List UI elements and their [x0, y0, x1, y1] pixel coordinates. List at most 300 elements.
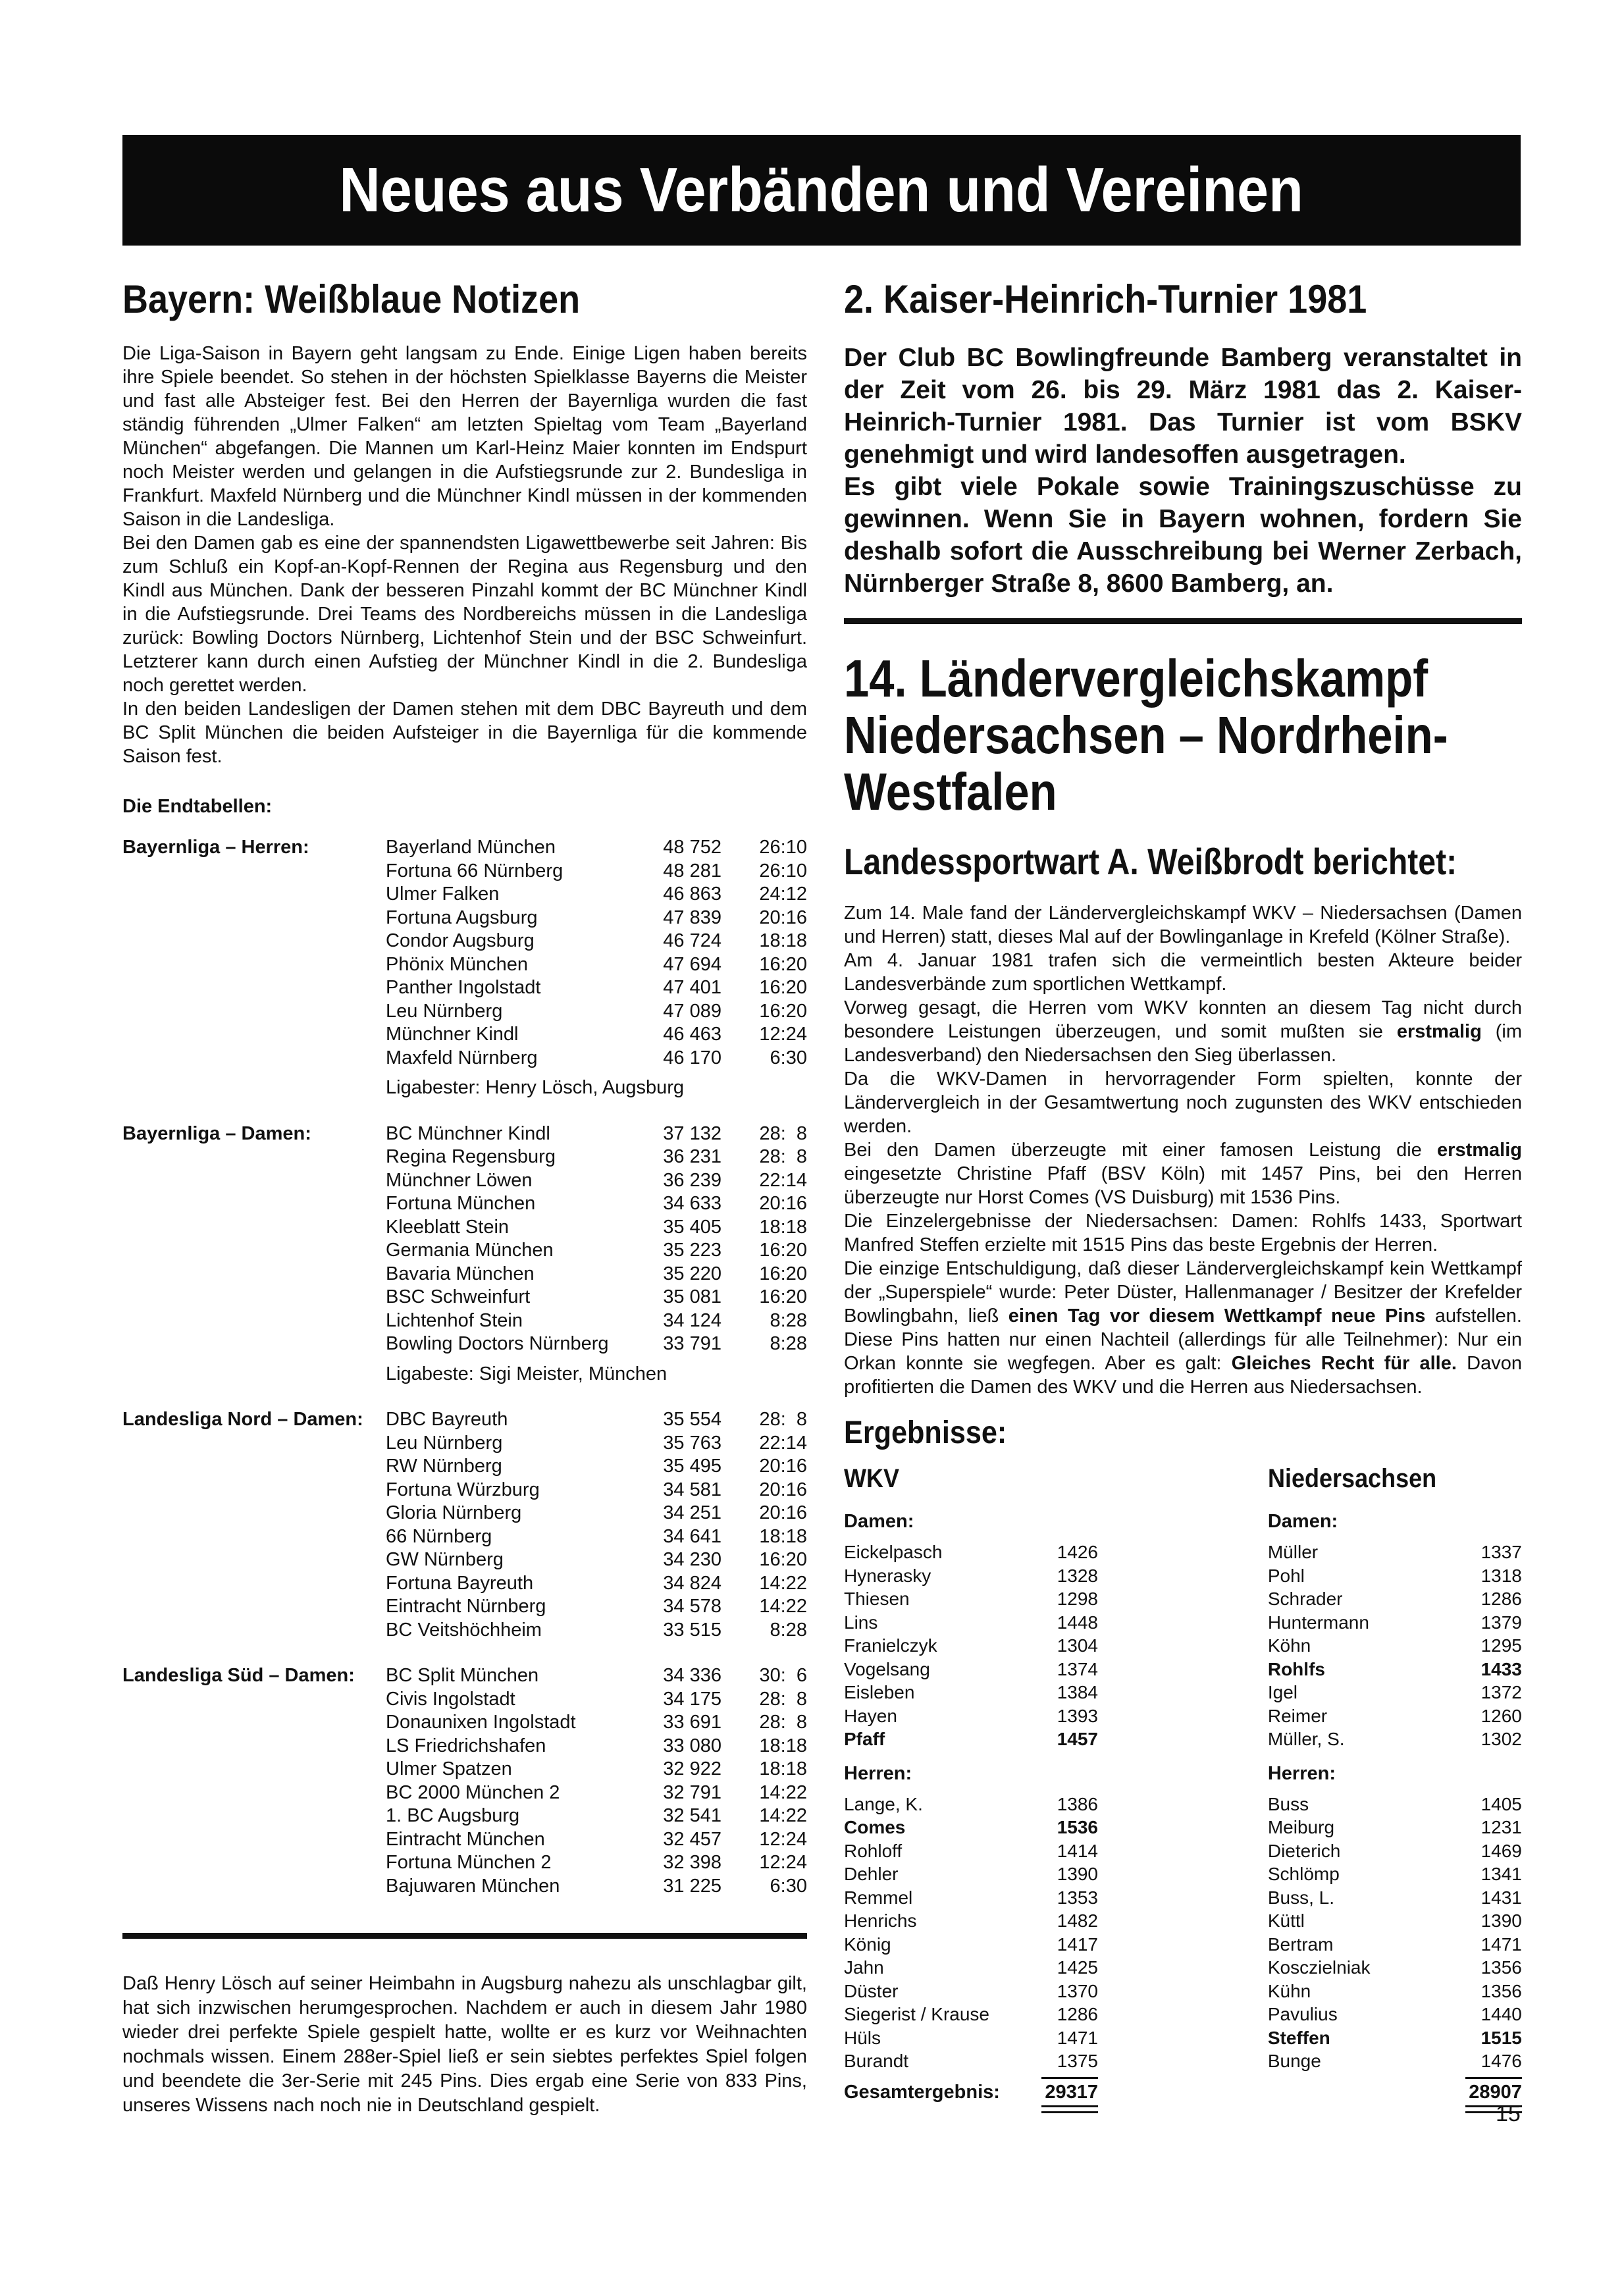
right-column	[844, 276, 1522, 2113]
section-title: Neues aus Verbänden und Vereinen	[339, 155, 1304, 225]
points: 6:30	[770, 1875, 807, 1897]
team-name: Germania München	[386, 1240, 554, 1261]
team-name: Münchner Kindl	[386, 1024, 519, 1045]
team-name: Donaunixen Ingolstadt	[386, 1712, 576, 1733]
league-best-player: Ligabester: Henry Lösch, Augsburg	[386, 1077, 684, 1098]
total-value: 28907	[1469, 2081, 1522, 2103]
player-name: Eickelpasch	[844, 1542, 943, 1562]
group-herren	[1268, 1763, 1522, 2073]
team-name: Fortuna 66 Nürnberg	[386, 860, 563, 881]
player-pins: 1440	[1480, 2004, 1522, 2024]
team-heading: Niedersachsen	[1267, 1464, 1436, 1493]
table-row	[386, 1216, 807, 1240]
player-name: Köhn	[1267, 1635, 1311, 1656]
player-row	[844, 1681, 1248, 1704]
player-name: Lange, K.	[844, 1793, 923, 1814]
points: 28: 8	[759, 1146, 807, 1167]
table-row	[386, 1711, 807, 1735]
player-name: Vogelsang	[844, 1658, 930, 1679]
paragraph	[844, 1138, 1522, 1209]
team-name: Bajuwaren München	[386, 1875, 560, 1897]
team-name: Civis Ingolstadt	[386, 1688, 515, 1710]
player-pins: 1286	[1480, 1589, 1522, 1609]
table-row	[386, 883, 807, 907]
pins-total: 47 089	[663, 1000, 721, 1022]
team-name: Regina Regensburg	[386, 1146, 556, 1167]
points: 18:18	[759, 1758, 807, 1779]
table-row	[386, 930, 807, 953]
league-title: Landesliga Süd – Damen:	[122, 1665, 355, 1686]
league-table	[122, 1408, 807, 1642]
player-row	[1268, 1933, 1522, 1957]
pins-total: 34 336	[663, 1665, 721, 1686]
points: 20:16	[759, 1502, 807, 1523]
group-title: Damen:	[844, 1511, 914, 1532]
points: 16:20	[759, 1263, 807, 1284]
points: 28: 8	[759, 1122, 807, 1144]
points: 14:22	[759, 1805, 807, 1826]
pins-total: 34 641	[663, 1525, 721, 1547]
player-pins: 1298	[1057, 1589, 1098, 1609]
player-pins: 1337	[1480, 1542, 1522, 1562]
player-name: Siegerist / Krause	[844, 2004, 989, 2024]
pins-total: 32 398	[663, 1852, 721, 1873]
player-row	[1268, 1540, 1522, 1564]
player-name: Buss, L.	[1267, 1887, 1335, 1908]
player-name: Düster	[844, 1980, 899, 2001]
text: Die einzige Entschuldigung, daß dieser Ländervergleichskampf kein Wettkampf der „Superspiele“ wurde: Peter Düster, Hallenmanager / Besitzer der Krefelder Bowlingbahn, ließ	[844, 1258, 1522, 1327]
points: 22:14	[759, 1169, 807, 1191]
player-row	[1268, 1980, 1522, 2003]
group-damen	[1268, 1511, 1522, 1751]
player-row	[1268, 1658, 1522, 1681]
points: 8:28	[770, 1619, 807, 1641]
player-name: Eisleben	[844, 1682, 915, 1702]
team-name: Fortuna Augsburg	[386, 907, 538, 928]
player-pins: 1260	[1480, 1705, 1522, 1726]
player-row	[844, 1816, 1248, 1839]
player-row	[1268, 2049, 1522, 2073]
article-subtitle: Landessportwart A. Weißbrodt berichtet:	[844, 841, 1457, 882]
player-pins: 1426	[1057, 1542, 1098, 1562]
player-pins: 1372	[1480, 1682, 1522, 1702]
points: 16:20	[759, 977, 807, 998]
player-name: Pfaff	[844, 1729, 885, 1749]
player-pins: 1341	[1480, 1864, 1522, 1884]
player-name: Pavulius	[1267, 2004, 1338, 2024]
table-row	[386, 1619, 807, 1643]
team-name: Bavaria München	[386, 1263, 535, 1284]
table-row	[386, 1169, 807, 1193]
player-name: Huntermann	[1267, 1612, 1369, 1633]
pins-total: 32 791	[663, 1781, 721, 1803]
team-name: Ulmer Falken	[386, 883, 500, 905]
points: 8:28	[770, 1309, 807, 1331]
player-row	[1268, 1587, 1522, 1611]
table-row	[386, 1572, 807, 1596]
table-row	[386, 1432, 807, 1456]
pins-total: 35 405	[663, 1216, 721, 1238]
points: 28: 8	[759, 1409, 807, 1430]
table-row	[386, 1122, 807, 1146]
player-pins: 1393	[1057, 1705, 1098, 1726]
player-row	[844, 1956, 1248, 1980]
pins-total: 33 515	[663, 1619, 721, 1641]
player-pins: 1414	[1057, 1840, 1098, 1861]
player-pins: 1476	[1480, 2051, 1522, 2071]
league-rows	[386, 1408, 807, 1642]
pins-total: 46 463	[663, 1024, 721, 1045]
player-row	[844, 2003, 1248, 2026]
table-row	[386, 1023, 807, 1047]
table-row	[386, 1286, 807, 1309]
team-name: Münchner Löwen	[386, 1169, 533, 1191]
table-row	[386, 1145, 807, 1169]
player-row	[844, 1611, 1248, 1635]
player-name: Pohl	[1267, 1565, 1305, 1586]
player-pins: 1471	[1057, 2027, 1098, 2048]
team-name: BSC Schweinfurt	[386, 1286, 531, 1307]
paragraph: Es gibt viele Pokale sowie Trainingszuschüsse zu gewinnen. Wenn Sie in Bayern wohnen, fordern Sie deshalb sofort die Ausschreibung bei Werner Zerbach, Nürnberger Straße 8, 8600 Bamberg, an.	[844, 473, 1522, 598]
group-title: Herren:	[844, 1762, 912, 1784]
points: 16:20	[759, 1240, 807, 1261]
player-pins: 1433	[1480, 1658, 1522, 1679]
table-row	[386, 1332, 807, 1356]
team-heading: WKV	[844, 1464, 899, 1493]
player-name: Thiesen	[844, 1589, 910, 1609]
group-title: Herren:	[1267, 1762, 1336, 1784]
pins-total: 33 080	[663, 1735, 721, 1756]
player-pins: 1302	[1480, 1729, 1522, 1749]
table-row	[386, 1664, 807, 1688]
player-name: Hüls	[844, 2027, 881, 2048]
table-row	[386, 953, 807, 977]
paragraph: Zum 14. Male fand der Ländervergleichskampf WKV – Niedersachsen (Damen und Herren) statt, dieses Mal auf der Bowlinganlage in Krefeld (Kölner Straße).	[844, 903, 1522, 947]
player-pins: 1425	[1057, 1957, 1098, 1978]
table-row	[386, 1828, 807, 1852]
player-name: Schrader	[1267, 1589, 1343, 1609]
points: 14:22	[759, 1781, 807, 1803]
team-name: Condor Augsburg	[386, 930, 535, 951]
player-pins: 1295	[1480, 1635, 1522, 1656]
player-pins: 1536	[1057, 1817, 1098, 1837]
paragraph: Die Liga-Saison in Bayern geht langsam zu Ende. Einige Ligen haben bereits ihre Spiele beendet. So stehen in der höchsten Spielklasse Bayerns die Meister und fast alle Absteiger fest. Bei den Herren der Bayernliga wurden die fast ständig führenden „Ulmer Falken“ am letzten Spieltag vom Team „Bayerland München“ abgefangen. Die Mannen um Karl-Heinz Maier konnten im Endspurt noch Meister werden und gelangen in die Aufstiegsrunde zur 2. Bundesliga in Frankfurt. Maxfeld Nürnberg und die Münchner Kindl müssen in der kommenden Saison in die Landesliga.	[122, 343, 807, 530]
paragraph: Am 4. Januar 1981 trafen sich die vermeintlich besten Akteure beider Landesverbände zum sportlichen Wettkampf.	[844, 950, 1522, 995]
player-row	[1268, 1956, 1522, 1980]
player-pins: 1379	[1480, 1612, 1522, 1633]
paragraph: In den beiden Landesligen der Damen stehen mit dem DBC Bayreuth und dem BC Split München die beiden Aufsteiger in die Bayernliga für die kommende Saison fest.	[122, 698, 807, 767]
team-name: Panther Ingolstadt	[386, 977, 541, 998]
league-rows	[386, 1122, 807, 1386]
player-row	[844, 1564, 1248, 1588]
points: 30: 6	[759, 1665, 807, 1686]
team-name: GW Nürnberg	[386, 1549, 504, 1570]
team-name: Phönix München	[386, 953, 529, 975]
title-line: Westfalen	[844, 762, 1057, 821]
player-pins: 1469	[1480, 1840, 1522, 1861]
table-row	[386, 1804, 807, 1828]
table-row	[386, 1479, 807, 1502]
article-body-laender	[844, 901, 1522, 1399]
player-name: Kosczielniak	[1267, 1957, 1371, 1978]
player-row	[844, 1862, 1248, 1886]
pins-total: 48 752	[663, 837, 721, 858]
player-name: Buss	[1267, 1793, 1309, 1814]
player-pins: 1482	[1057, 1910, 1098, 1931]
points: 16:20	[759, 953, 807, 975]
table-row	[386, 1688, 807, 1712]
text: aufstellen. Diese Pins hatten nur einen Nachteil (allerdings für alle Teilnehmer): Nur ein Orkan konnte sie wegfegen. Aber es galt:	[844, 1305, 1522, 1374]
player-pins: 1356	[1480, 1980, 1522, 2001]
pins-total: 47 694	[663, 953, 721, 975]
team-name: Gloria Nürnberg	[386, 1502, 522, 1523]
table-row	[386, 1851, 807, 1875]
pins-total: 33 791	[663, 1333, 721, 1354]
article-body-kaiser	[844, 342, 1522, 600]
league-title: Bayernliga – Herren:	[122, 837, 309, 858]
team-name: DBC Bayreuth	[386, 1409, 508, 1430]
player-row	[844, 1886, 1248, 1910]
paragraph: Da die WKV-Damen in hervorragender Form spielten, konnte der Ländervergleich in der Gesamtwertung noch zugunsten des WKV entschieden werden.	[844, 1068, 1522, 1137]
league-tables	[122, 836, 807, 1898]
table-row	[386, 1595, 807, 1619]
pins-total: 47 839	[663, 907, 721, 928]
points: 18:18	[759, 1735, 807, 1756]
page-number: 15	[1496, 2101, 1521, 2126]
player-name: Jahn	[844, 1957, 884, 1978]
pins-total: 34 175	[663, 1688, 721, 1710]
results-niedersachsen	[1268, 1464, 1522, 2113]
text: Davon profitierten die Damen des WKV und die Herren aus Niedersachsen.	[844, 1353, 1522, 1398]
pins-total: 36 239	[663, 1169, 721, 1191]
points: 12:24	[759, 1828, 807, 1850]
points: 24:12	[759, 883, 807, 905]
team-name: RW Nürnberg	[386, 1456, 502, 1477]
player-row	[844, 1980, 1248, 2003]
table-row	[386, 1263, 807, 1286]
player-pins: 1370	[1057, 1980, 1098, 2001]
title-line: Niedersachsen – Nordrhein-	[844, 706, 1448, 764]
points: 18:18	[759, 1216, 807, 1238]
player-name: Dieterich	[1267, 1840, 1341, 1861]
points: 16:20	[759, 1000, 807, 1022]
pins-total: 46 863	[663, 883, 721, 905]
player-pins: 1386	[1057, 1793, 1098, 1814]
pins-total: 34 633	[663, 1193, 721, 1214]
player-row	[1268, 1909, 1522, 1933]
total-row	[1268, 2079, 1522, 2105]
results-wkv	[844, 1464, 1248, 2113]
total-value: 29317	[1045, 2081, 1098, 2103]
player-row	[1268, 2003, 1522, 2026]
points: 14:22	[759, 1596, 807, 1617]
team-name: Leu Nürnberg	[386, 1000, 503, 1022]
emphasis: erstmalig	[1437, 1140, 1522, 1161]
results-heading: Ergebnisse:	[844, 1415, 1007, 1450]
player-row	[1268, 1793, 1522, 1816]
player-name: Hynerasky	[844, 1565, 931, 1586]
player-row	[844, 1839, 1248, 1863]
player-row	[1268, 1611, 1522, 1635]
player-row	[844, 1933, 1248, 1957]
player-name: Burandt	[844, 2051, 909, 2071]
player-pins: 1328	[1057, 1565, 1098, 1586]
team-name: Fortuna München 2	[386, 1852, 552, 1873]
tables-heading: Die Endtabellen:	[122, 796, 273, 817]
player-pins: 1405	[1480, 1793, 1522, 1814]
group-herren	[844, 1763, 1248, 2073]
pins-total: 35 081	[663, 1286, 721, 1307]
paragraph: Die Einzelergebnisse der Niedersachsen: Damen: Rohlfs 1433, Sportwart Manfred Steffen erzielte mit 1515 Pins das beste Ergebnis der Herren.	[844, 1211, 1522, 1255]
points: 20:16	[759, 1456, 807, 1477]
team-name: Eintracht Nürnberg	[386, 1596, 546, 1617]
pins-total: 36 231	[663, 1146, 721, 1167]
team-name: BC Split München	[386, 1665, 539, 1686]
table-row	[386, 1502, 807, 1525]
article-title-laender	[844, 649, 1448, 821]
pins-total: 32 922	[663, 1758, 721, 1779]
team-name: Bowling Doctors Nürnberg	[386, 1333, 609, 1354]
team-name: Fortuna Würzburg	[386, 1479, 540, 1500]
player-name: Comes	[844, 1817, 906, 1837]
total-label: Gesamtergebnis:	[844, 2081, 1000, 2103]
pins-total: 33 691	[663, 1712, 721, 1733]
league-rows	[386, 1664, 807, 1898]
player-name: König	[844, 1934, 891, 1955]
team-name: LS Friedrichshafen	[386, 1735, 546, 1756]
player-pins: 1431	[1480, 1887, 1522, 1908]
team-name: Lichtenhof Stein	[386, 1309, 523, 1331]
player-row	[844, 1793, 1248, 1816]
pins-total: 35 763	[663, 1432, 721, 1454]
pins-total: 35 554	[663, 1409, 721, 1430]
league-table	[122, 1122, 807, 1386]
player-pins: 1374	[1057, 1658, 1098, 1679]
league-title: Landesliga Nord – Damen:	[122, 1409, 363, 1430]
points: 16:20	[759, 1549, 807, 1570]
player-row	[1268, 1681, 1522, 1704]
player-row	[1268, 1564, 1522, 1588]
player-row	[1268, 1816, 1522, 1839]
team-name: Ulmer Spatzen	[386, 1758, 512, 1779]
points: 12:24	[759, 1852, 807, 1873]
text: eingesetzte Christine Pfaff (BSV Köln) mit 1457 Pins, bei den Herren überzeugte nur Horst Comes (VS Duisburg) mit 1536 Pins.	[844, 1163, 1522, 1208]
player-name: Franielczyk	[844, 1635, 937, 1656]
team-name: Maxfeld Nürnberg	[386, 1047, 538, 1068]
table-row	[386, 907, 807, 930]
player-name: Kühn	[1267, 1980, 1311, 2001]
points: 18:18	[759, 1525, 807, 1547]
pins-total: 47 401	[663, 977, 721, 998]
text: Vorweg gesagt, die Herren vom WKV konnten an diesem Tag nicht durch besondere Leistungen überzeugen, und somit mußten sie	[844, 997, 1522, 1042]
article-title-bayern: Bayern: Weißblaue Notizen	[122, 277, 581, 321]
pins-total: 34 824	[663, 1572, 721, 1594]
emphasis: einen Tag vor diesem Wettkampf neue Pins	[1008, 1305, 1426, 1327]
player-row	[1268, 1634, 1522, 1658]
paragraph	[844, 1257, 1522, 1399]
player-pins: 1231	[1480, 1817, 1522, 1837]
article-bayern	[122, 276, 807, 1920]
player-name: Meiburg	[1267, 1817, 1335, 1837]
title-line: 14. Ländervergleichskampf	[844, 649, 1428, 708]
player-pins: 1471	[1480, 1934, 1522, 1955]
player-row	[844, 2026, 1248, 2050]
player-name: Reimer	[1267, 1705, 1328, 1726]
player-row	[844, 1727, 1248, 1751]
team-name: BC 2000 München 2	[386, 1781, 560, 1803]
team-name: BC Veitshöchheim	[386, 1619, 542, 1641]
player-name: Rohloff	[844, 1840, 903, 1861]
points: 12:24	[759, 1024, 807, 1045]
player-pins: 1356	[1480, 1957, 1522, 1978]
points: 28: 8	[759, 1688, 807, 1710]
player-name: Bunge	[1267, 2051, 1321, 2071]
article-body-bayern	[122, 342, 807, 768]
table-row	[386, 1192, 807, 1216]
team-name: Bayerland München	[386, 837, 556, 858]
footnote-loesch: Daß Henry Lösch auf seiner Heimbahn in Augsburg nahezu als unschlagbar gilt, hat sich inzwischen herumgesprochen. Nachdem er auch in diesem Jahr 1980 wieder drei perfekte Spiele gespielt hatte, wollte er es kurz vor Weihnachten nochmals wissen. Einem 288er-Spiel ließ er sein siebtes perfektes Spiel folgen und beendete die 3er-Serie mit 245 Pins. Dies ergab eine Serie von 833 Pins, unseres Wissens nach noch nie in Deutschland gespielt.	[122, 1973, 807, 2116]
team-name: Eintracht München	[386, 1828, 545, 1850]
player-row	[844, 1587, 1248, 1611]
paragraph: Bei den Damen gab es eine der spannendsten Ligawettbewerbe seit Jahren: Bis zum Schluß ein Kopf-an-Kopf-Rennen der Regina aus Regensburg und den Kindl aus München. Dank der besseren Pinzahl kommt der BC Münchner Kindl in die Aufstiegsrunde. Drei Teams des Nordbereichs müssen in die Landesliga zurück: Bowling Doctors Nürnberg, Lichtenhof Stein und der BSC Schweinfurt. Letzterer kann durch einen Aufstieg der Münchner Kindl in die 2. Bundesliga noch gerettet werden.	[122, 533, 807, 696]
pins-total: 34 578	[663, 1596, 721, 1617]
player-row	[1268, 1704, 1522, 1728]
pins-total: 46 724	[663, 930, 721, 951]
emphasis: erstmalig	[1396, 1021, 1482, 1042]
points: 22:14	[759, 1432, 807, 1454]
points: 6:30	[770, 1047, 807, 1068]
points: 26:10	[759, 860, 807, 881]
paragraph	[844, 996, 1522, 1067]
points: 18:18	[759, 930, 807, 951]
pins-total: 46 170	[663, 1047, 721, 1068]
table-row	[386, 860, 807, 883]
text: Bei den Damen überzeugte mit einer famosen Leistung die	[844, 1140, 1438, 1161]
total-label	[1268, 2079, 1465, 2105]
group-title: Damen:	[1267, 1511, 1338, 1532]
table-row	[386, 1875, 807, 1899]
player-pins: 1448	[1057, 1612, 1098, 1633]
player-row	[1268, 2026, 1522, 2050]
table-row	[386, 1455, 807, 1479]
divider-rule	[122, 1933, 807, 1939]
player-name: Henrichs	[844, 1910, 917, 1931]
player-row	[844, 1704, 1248, 1728]
section-banner	[122, 135, 1521, 246]
table-row	[386, 836, 807, 860]
table-row	[386, 1548, 807, 1572]
points: 20:16	[759, 1193, 807, 1214]
divider-rule	[844, 618, 1522, 624]
player-name: Remmel	[844, 1887, 913, 1908]
player-row	[1268, 1727, 1522, 1751]
team-name: BC Münchner Kindl	[386, 1122, 550, 1144]
points: 26:10	[759, 837, 807, 858]
player-pins: 1353	[1057, 1887, 1098, 1908]
table-row	[386, 1309, 807, 1333]
points: 14:22	[759, 1572, 807, 1594]
points: 28: 8	[759, 1712, 807, 1733]
player-row	[844, 1909, 1248, 1933]
player-name: Hayen	[844, 1705, 897, 1726]
player-name: Dehler	[844, 1864, 899, 1884]
player-pins: 1457	[1057, 1729, 1098, 1749]
player-name: Rohlfs	[1267, 1658, 1325, 1679]
table-row	[386, 1408, 807, 1432]
player-row	[844, 1540, 1248, 1564]
player-name: Schlömp	[1267, 1864, 1340, 1884]
league-table	[122, 1664, 807, 1898]
